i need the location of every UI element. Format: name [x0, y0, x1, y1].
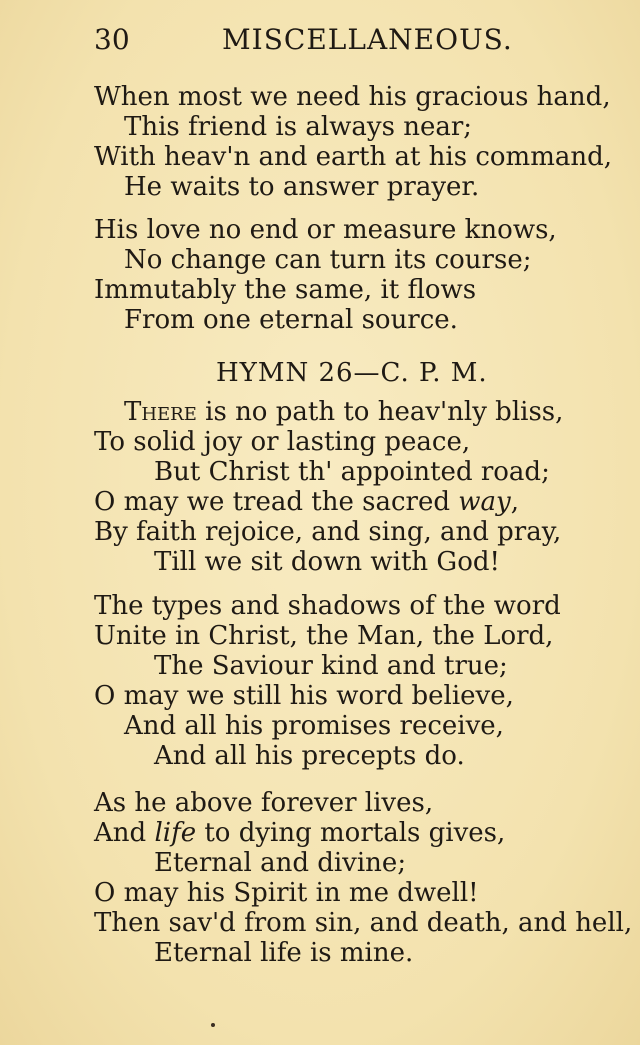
- stanza-line: Eternal and divine;: [154, 848, 407, 878]
- page-number: 30: [94, 23, 130, 56]
- stanza-line: Unite in Christ, the Man, the Lord,: [94, 621, 554, 651]
- hymn-title: HYMN 26—C. P. M.: [216, 358, 488, 388]
- stanza-line: [94, 487, 563, 517]
- italic-word: life: [154, 818, 197, 848]
- italic-word: way: [458, 487, 511, 517]
- stanza-line: Eternal life is mine.: [154, 938, 414, 968]
- stanza-line: As he above forever lives,: [94, 788, 434, 818]
- line-part: to dying mortals gives,: [196, 818, 506, 848]
- stanza-5: [94, 788, 632, 968]
- stanza-line: [94, 818, 632, 848]
- line-part: O may we tread the sacred: [94, 487, 459, 517]
- running-title: MISCELLANEOUS.: [222, 23, 513, 56]
- stanza-line: To solid joy or lasting peace,: [94, 427, 471, 457]
- ink-speck: [211, 1023, 215, 1027]
- stanza-1: [94, 82, 612, 202]
- stanza-line: When most we need his gracious hand,: [94, 82, 611, 112]
- stanza-4: [94, 591, 561, 771]
- stanza-line: And all his precepts do.: [154, 741, 465, 771]
- stanza-line: The Saviour kind and true;: [154, 651, 508, 681]
- stanza-2: [94, 215, 557, 335]
- stanza-line: The types and shadows of the word: [94, 591, 561, 621]
- stanza-line: O may we still his word believe,: [94, 681, 514, 711]
- stanza-line: By faith rejoice, and sing, and pray,: [94, 517, 562, 547]
- line-part: ,: [510, 487, 519, 517]
- page-header: [94, 22, 600, 58]
- line-part: And: [94, 818, 155, 848]
- line-rest: is no path to heav'nly bliss,: [196, 397, 564, 427]
- stanza-line: He waits to answer prayer.: [124, 172, 480, 202]
- stanza-line: [94, 397, 563, 427]
- stanza-line: Till we sit down with God!: [154, 547, 500, 577]
- stanza-3: [94, 397, 563, 577]
- stanza-line: And all his promises receive,: [124, 711, 504, 741]
- stanza-line: But Christ th' appointed road;: [154, 457, 550, 487]
- stanza-line: Then sav'd from sin, and death, and hell,: [94, 908, 633, 938]
- stanza-line: His love no end or measure knows,: [94, 215, 557, 245]
- stanza-line: No change can turn its course;: [124, 245, 532, 275]
- stanza-line: O may his Spirit in me dwell!: [94, 878, 479, 908]
- stanza-line: From one eternal source.: [124, 305, 458, 335]
- stanza-line: This friend is always near;: [124, 112, 473, 142]
- stanza-line: With heav'n and earth at his command,: [94, 142, 613, 172]
- first-word: There: [124, 397, 197, 427]
- stanza-line: Immutably the same, it flows: [94, 275, 477, 305]
